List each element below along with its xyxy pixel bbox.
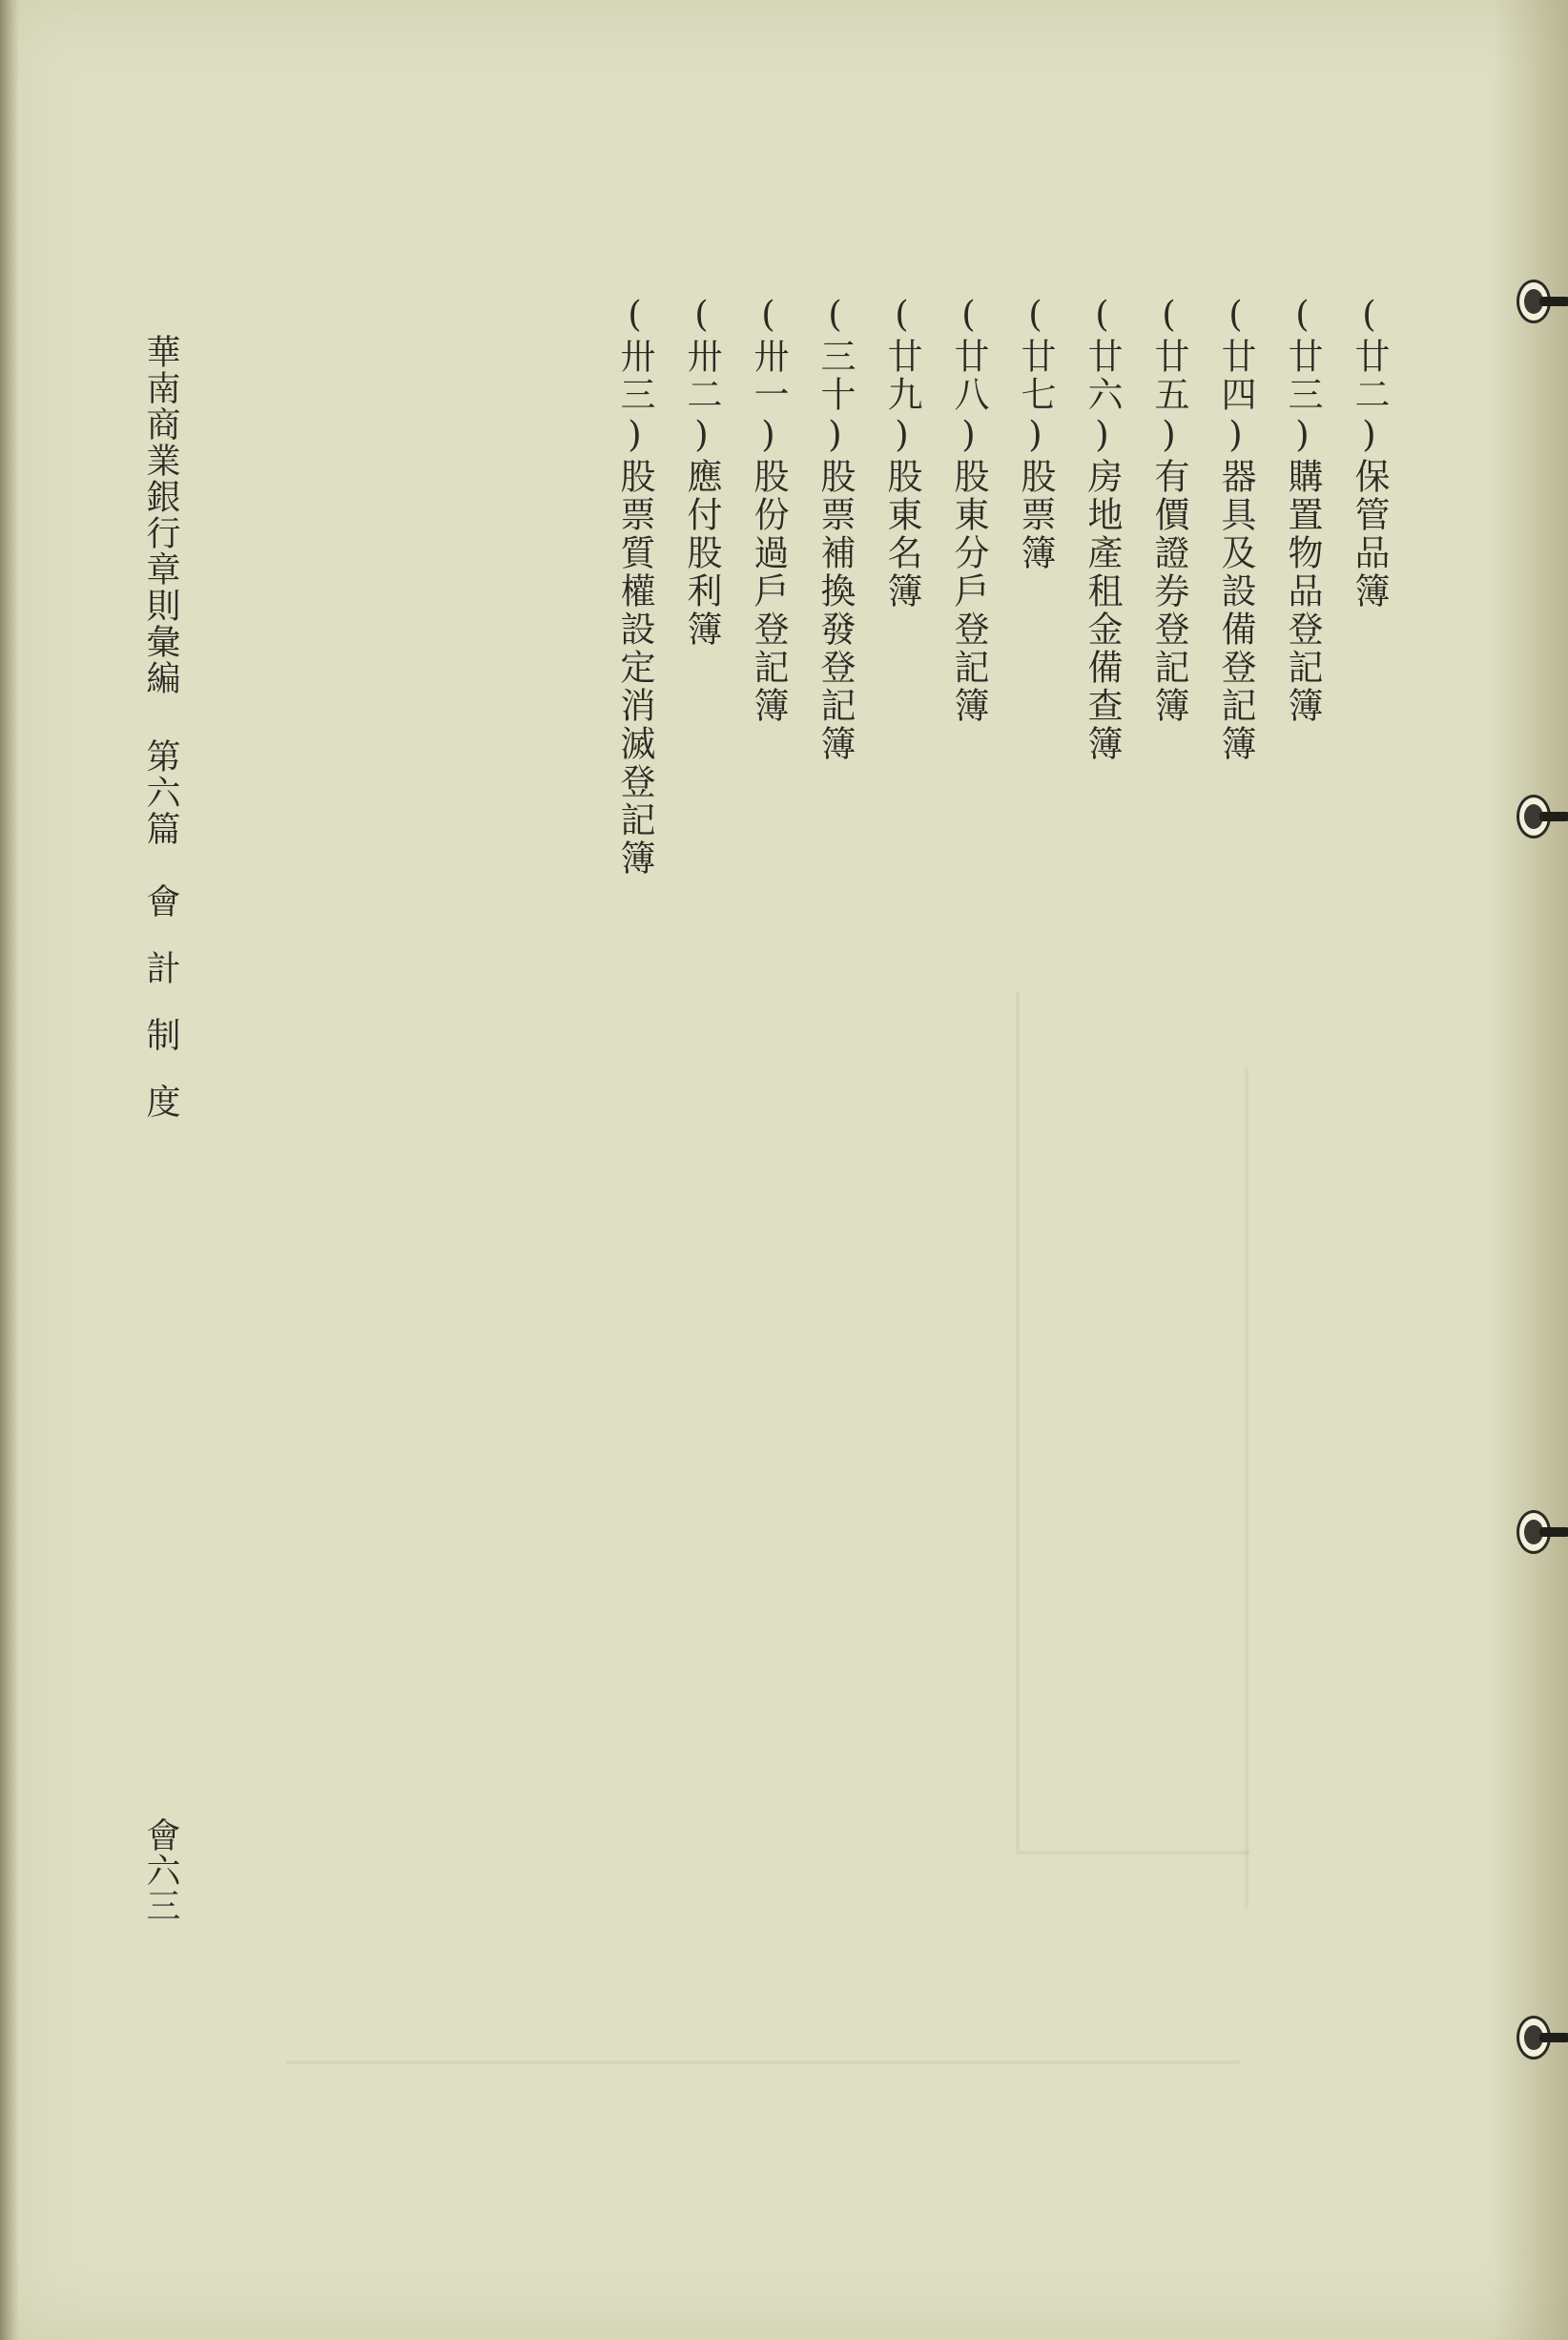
list-item: (廿四)器具及設備登記簿 (1215, 294, 1256, 763)
binding-hole (1515, 1502, 1568, 1563)
list-item: (卅一)股份過戶登記簿 (748, 294, 789, 725)
bleed-through-line (1016, 1851, 1249, 1854)
bleed-through-line (1016, 992, 1020, 1851)
running-title (141, 334, 180, 1150)
chapter-label: 第六篇 (141, 738, 180, 847)
list-item: (廿六)房地產租金備查簿 (1082, 294, 1123, 763)
binding-hole (1515, 272, 1568, 333)
list-item: (廿八)股東分戶登記簿 (948, 294, 989, 725)
section-label: 會計制度 (141, 883, 180, 1150)
bleed-through-line (286, 2060, 1240, 2064)
list-item: (廿九)股東名簿 (881, 294, 922, 611)
page-number: 會六三 (141, 1817, 180, 1923)
list-item: (廿七)股票簿 (1015, 294, 1056, 572)
book-title: 華南商業銀行章則彙編 (141, 334, 180, 696)
list-item: (卅二)應付股利簿 (681, 294, 722, 649)
page-edge-shadow (1492, 0, 1568, 2340)
bleed-through-line (1245, 1068, 1248, 1908)
list-item: (廿二)保管品簿 (1349, 294, 1390, 611)
binding-hole (1515, 2008, 1568, 2069)
binding-fold (0, 0, 19, 2340)
binding-hole (1515, 787, 1568, 848)
list-item: (廿五)有價證券登記簿 (1148, 294, 1189, 725)
list-item: (三十)股票補換發登記簿 (815, 294, 856, 763)
list-item: (卅三)股票質權設定消滅登記簿 (614, 294, 655, 878)
list-item: (廿三)購置物品登記簿 (1282, 294, 1323, 725)
